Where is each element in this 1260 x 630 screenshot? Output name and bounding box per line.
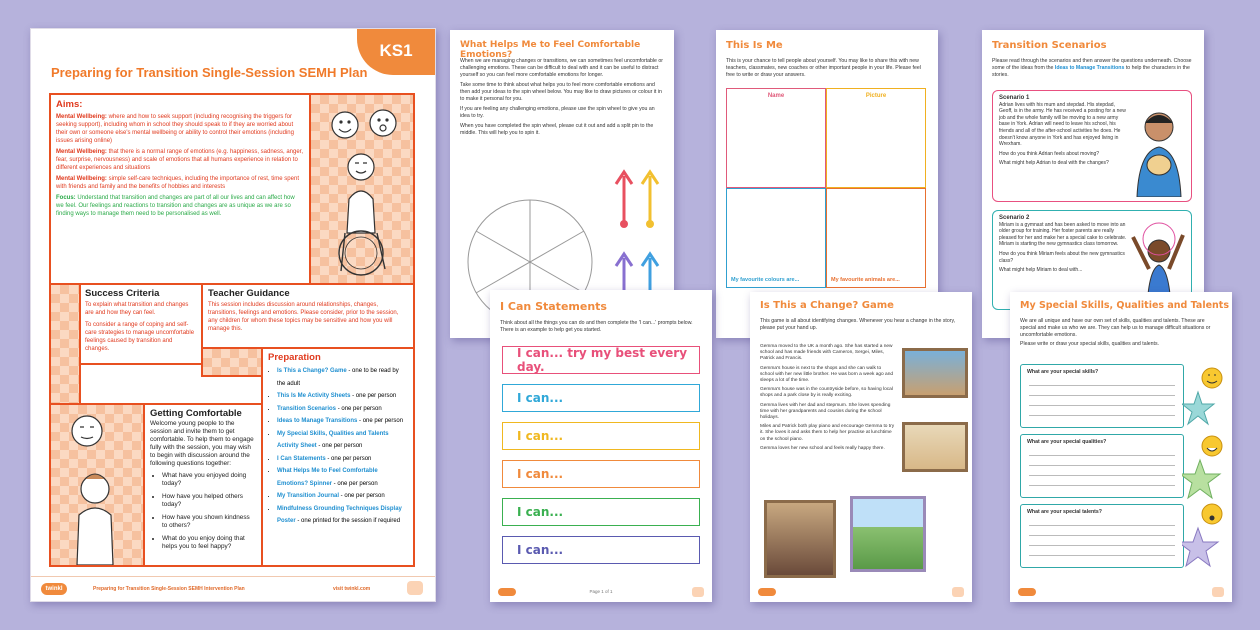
- skills-intro2: Please write or draw your special skills, qualities and talents.: [1020, 341, 1159, 347]
- success-criteria-box: [79, 283, 203, 365]
- getting-question: • How have you helped others today?: [162, 493, 256, 509]
- preparation-link[interactable]: Mindfulness Grounding Techniques Display Poster: [277, 505, 402, 524]
- footer-doc: Preparing for Transition Single-Session SEMH Intervention Plan: [93, 586, 245, 592]
- change-game-sheet: [750, 292, 972, 602]
- aim-text: Understand that transition and changes are part of all our lives and can affect how we feel. Our feelings and reactions to transition and changes are as unique as we are so finding ways to manage them need to be personalised as well.: [56, 195, 295, 217]
- story-paragraph: Gemma lives with her dad and stepmum. She loves spending time with her grandparents and cousins during the school holidays.: [760, 402, 891, 421]
- story-paragraph: Miles and Patrick both play piano and encourage Gemma to try it. She loves it and asks them to help her practise at lunchtime on the school piano.: [760, 424, 895, 442]
- partner-logo-icon: [952, 587, 964, 597]
- aim-text: that there is a normal range of emotions (e.g. happiness, sadness, anger, fear, surprise, nervousness) and scale of emotions that all humans experience in relation to different experiences and situations: [56, 149, 304, 171]
- i-can-page: Page 1 of 1: [589, 589, 613, 594]
- preparation-link[interactable]: This Is Me Activity Sheets: [277, 393, 351, 399]
- aims-list: [56, 113, 304, 218]
- boy-with-puppy-icon: [1129, 107, 1187, 197]
- mid-pattern: [201, 347, 263, 377]
- preparation-qty: - one to be read by the adult: [277, 368, 399, 387]
- story-paragraph: Gemma loves her new school and feels really happy there.: [760, 445, 885, 451]
- i-can-row-5[interactable]: I can...: [502, 498, 700, 526]
- aim-item: [56, 194, 304, 218]
- preparation-link[interactable]: I Can Statements: [277, 455, 326, 462]
- preparation-qty: - one per person: [316, 443, 363, 449]
- preparation-item: [277, 453, 408, 466]
- getting-question: • How have you shown kindness to others?: [162, 514, 256, 530]
- puzzle-name[interactable]: Name: [726, 88, 826, 188]
- scenario-2-q1: How do you think Miriam feels about the new gymnastics class?: [999, 250, 1125, 264]
- preparation-link[interactable]: Is This a Change? Game: [277, 368, 347, 374]
- ks1-badge: KS1: [357, 29, 435, 75]
- aim-label: Mental Wellbeing:: [56, 114, 109, 120]
- preparation-item: [277, 428, 408, 453]
- plan-sheet: [30, 28, 436, 602]
- preparation-qty: - one per person: [325, 455, 372, 462]
- qualities-box[interactable]: What are your special qualities?: [1020, 434, 1184, 498]
- teacher-heading: Teacher Guidance: [208, 288, 290, 299]
- success-p1: To explain what transition and changes are and how they can feel.: [85, 302, 189, 316]
- teacher-guidance-box: [201, 283, 415, 349]
- scenario-1-q1: How do you think Adrian feels about moving?: [999, 150, 1100, 157]
- comfort-p1: When we are managing changes or transitions, we can sometimes feel uncomfortable or challenging emotions. These can be difficult to deal with and it can be useful to distract yourself so you can feel more comfortable emotions for longer.: [460, 58, 663, 78]
- i-can-row-4[interactable]: I can...: [502, 460, 700, 488]
- this-is-me-intro: This is your chance to tell people about yourself. You may like to share this with new teachers, classmates, new coaches or other important people in your life. Please feel free to write or draw your answers.: [726, 58, 921, 78]
- aim-item: [56, 175, 304, 191]
- classroom-picture: [902, 348, 968, 398]
- piano-picture: [764, 500, 836, 578]
- success-heading: Success Criteria: [85, 288, 160, 299]
- preparation-qty: - one per person: [339, 493, 385, 499]
- comfort-p3: If you are feeling any challenging emotions, please use the spin wheel to give you an idea to try.: [460, 106, 655, 119]
- scenarios-intro: Please read through the scenarios and then answer the questions underneath. Choose some of the ideas from the: [992, 58, 1192, 71]
- aim-label: Mental Wellbeing:: [56, 176, 109, 182]
- scenarios-link[interactable]: Ideas to Manage Transitions: [1054, 65, 1125, 71]
- skills-intro: We are all unique and have our own set of skills, qualities and talents. These are special and make us who we are. They can help us to manage difficult situations or uncomfortable emotions.: [1020, 318, 1211, 338]
- preparation-qty: - one printed for the session if required: [295, 518, 401, 524]
- preparation-item: [277, 403, 408, 416]
- emoji-stars-icon: [1182, 362, 1228, 572]
- aims-illustration: [309, 93, 415, 285]
- footer: [31, 576, 435, 601]
- scenarios-intro2: to help the characters in the stories.: [992, 65, 1190, 78]
- park-picture: [850, 496, 926, 572]
- story-paragraph: Gemma's house was in the countryside before, so having local shops and a park close by is really exciting.: [760, 387, 893, 399]
- teacher-text: This session includes discussion around relationships, changes, transitions, feelings and emotions. Please consider, prior to the session, any children for whom these topics may be sensitive and how you will manage this.: [208, 302, 399, 332]
- puzzle-animals[interactable]: My favourite animals are...: [826, 188, 926, 288]
- getting-heading: Getting Comfortable: [150, 408, 242, 419]
- i-can-row-3[interactable]: I can...: [502, 422, 700, 450]
- twinkl-logo: twinkl: [41, 583, 67, 595]
- skills-box[interactable]: What are your special skills?: [1020, 364, 1184, 428]
- aims-heading: Aims:: [56, 99, 83, 110]
- comfort-p2: Take some time to think about what helps you to feel more comfortable emotions and then add your ideas to the spin wheel below. You may like to draw pictures or colour it in to make it personal for you.: [460, 82, 662, 102]
- change-story: [760, 344, 896, 455]
- getting-question: • What do you enjoy doing that helps you to feel happy?: [162, 535, 256, 551]
- i-can-row-2[interactable]: I can...: [502, 384, 700, 412]
- page-title: Preparing for Transition Single-Session SEMH Plan: [51, 65, 368, 80]
- preparation-link[interactable]: Ideas to Manage Transitions: [277, 418, 358, 424]
- puzzle-colours[interactable]: My favourite colours are...: [726, 188, 826, 288]
- preparation-item: [277, 503, 408, 528]
- preparation-item: [277, 465, 408, 490]
- scenario-2-text: Miriam is a gymnast and has been asked to move into an older group for training. Her foster parents are really pleased for her and make her a special cake to celebrate. Miriam is starting the new gymnastics class tomorrow.: [999, 221, 1127, 248]
- child-wheelchair-icon: [311, 95, 413, 283]
- comfort-title: What Helps Me to Feel Comfortable Emotions?: [460, 40, 641, 60]
- preparation-item: [277, 390, 408, 403]
- preparation-item: [277, 415, 408, 428]
- partner-logo-icon: [407, 581, 423, 595]
- getting-intro: Welcome young people to the session and invite them to get comfortable. To help them to engage fully with the session, you may wish to begin with discussion around the following questions together:: [150, 420, 254, 467]
- aim-label: Mental Wellbeing:: [56, 149, 109, 155]
- scenario-1-text: Adrian lives with his mum and stepdad. His stepdad, Geoff, is in the army. He has received a posting for a new job and the whole family will be moving to a new army base in York. Adrian will need to leave his school, his friends and all of the after-school activities he does. He doesn't know anyone in York and has enjoyed living in Wrexham.: [999, 101, 1126, 148]
- preparation-link[interactable]: My Special Skills, Qualities and Talents Activity Sheet: [277, 430, 389, 449]
- scenarios-title: Transition Scenarios: [992, 40, 1107, 51]
- twinkl-logo-small: [758, 588, 776, 596]
- getting-question: • What have you enjoyed doing today?: [162, 472, 256, 488]
- i-can-row-6[interactable]: I can...: [502, 536, 700, 564]
- footer-url[interactable]: visit twinkl.com: [333, 586, 371, 592]
- partner-logo-icon: [1212, 587, 1224, 597]
- skills-sheet: [1010, 292, 1232, 602]
- skills-title: My Special Skills, Qualities and Talents: [1020, 300, 1229, 311]
- getting-illustration: [49, 403, 145, 567]
- child-thinking-icon: [51, 405, 143, 565]
- this-is-me-title: This Is Me: [726, 40, 783, 51]
- scenario-1-q2: What might help Adrian to deal with the changes?: [999, 160, 1109, 167]
- getting-comfortable-box: [143, 403, 263, 567]
- preparation-item: [277, 365, 408, 390]
- change-intro: This game is all about identifying changes. Whenever you hear a change in the story, please put your hand up.: [760, 318, 956, 331]
- scenario-2-heading: Scenario 2: [999, 215, 1030, 221]
- change-title: Is This a Change? Game: [760, 300, 894, 311]
- puzzle-picture[interactable]: Picture: [826, 88, 926, 188]
- preparation-link[interactable]: What Helps Me to Feel Comfortable Emotions? Spinner: [277, 468, 378, 487]
- comfort-p4: When you have completed the spin wheel, please cut it out and add a split pin to the middle. This will help you to spin it.: [460, 123, 654, 136]
- preparation-box: [261, 347, 415, 567]
- preparation-qty: - one per person: [350, 393, 397, 399]
- i-can-sheet: [490, 290, 712, 602]
- story-paragraph: Gemma moved to the UK a month ago. She has started a new school and has made friends with Cameron, Sergei, Miles, Patrick and Francis.: [760, 344, 893, 362]
- left-pattern: [49, 283, 81, 405]
- twinkl-logo-small: [1018, 588, 1036, 596]
- preparation-qty: - one per person: [332, 480, 378, 487]
- aim-text: where and how to seek support (including recognising the triggers for seeking support), including whom in school they should speak to if they are worried about their own or someone else's mental wellbeing or ability to control their emotions (including issues arising online): [56, 114, 294, 144]
- aim-label: Focus:: [56, 195, 78, 201]
- i-can-intro: Think about all the things you can do and then complete the 'I can...' prompts below. There is an example to help get you started.: [500, 320, 693, 333]
- preparation-link[interactable]: Transition Scenarios: [277, 405, 337, 412]
- preparation-heading: Preparation: [268, 352, 321, 363]
- preparation-link[interactable]: My Transition Journal: [277, 493, 340, 499]
- preparation-item: [277, 490, 408, 503]
- scenario-1-card: [992, 90, 1192, 202]
- getting-questions: [150, 472, 256, 551]
- aim-item: [56, 113, 304, 145]
- preparation-qty: - one per person: [357, 418, 404, 424]
- preparation-list: [268, 365, 408, 528]
- aim-text: simple self-care techniques, including the importance of rest, time spent with friends and family and the benefits of hobbies and interests: [56, 176, 299, 190]
- aims-box: [49, 93, 311, 285]
- crib-picture: [902, 422, 968, 472]
- partner-logo-icon: [692, 587, 704, 597]
- preparation-qty: - one per person: [336, 405, 382, 412]
- i-can-row-1[interactable]: I can... try my best every day.: [502, 346, 700, 374]
- i-can-title: I Can Statements: [500, 300, 607, 313]
- story-paragraph: Gemma's house is next to the shops and she can walk to school with her new little brother. He was born a week ago and sleeps a lot of the time.: [760, 365, 894, 384]
- scenario-2-q2: What might help Miriam to deal with...: [999, 267, 1083, 274]
- aim-item: [56, 148, 304, 172]
- scenario-1-heading: Scenario 1: [999, 95, 1030, 101]
- success-p2: To consider a range of coping and self-care strategies to manage uncomfortable feelings caused by transition and changes.: [85, 322, 195, 352]
- talents-box[interactable]: What are your special talents?: [1020, 504, 1184, 568]
